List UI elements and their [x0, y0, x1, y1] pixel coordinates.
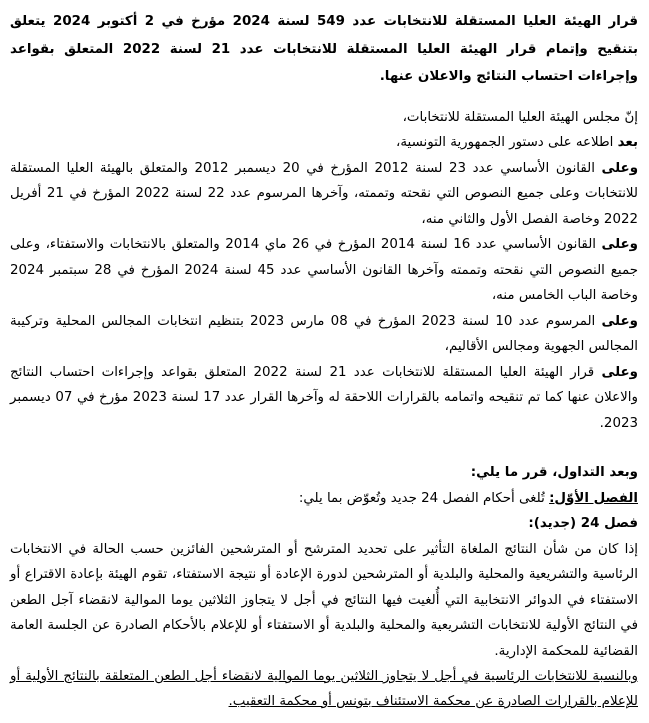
consideration-clause-3 — [10, 309, 638, 360]
article-24-paragraph-1: إذا كان من شأن النتائج الملغاة التأثير على تحديد المترشح أو المترشحين الفائزين حسب الحالة في الانتخابات الرئاسية والتشريعية والمحلية والبلدية أو المترشحين لدورة الإعادة أو نتيجة الاستفتاء، تقوم الهيئة بإعادة الاقتراع أو الاستفتاء في الدوائر الانتخابية التي أُلغيت فيها النتائج في أجل لا يتجاوز الثلاثين يوما الموالية لانقضاء آجل الطعن في النتائج الأولية للانتخابات التشريعية والمحلية والبلدية أو الاستفتاء أو للإعلام بالأحكام الصادرة عن الجلسة العامة القضائية للمحكمة الإدارية. — [10, 541, 638, 659]
clause-prefix: بعد — [617, 135, 638, 150]
constitution-clause — [10, 130, 638, 156]
article-1 — [10, 486, 638, 512]
clause-text: المرسوم عدد 10 لسنة 2023 المؤرخ في 08 مارس 2023 بتنظيم انتخابات المجالس المحلية وتركيبة المجالس الجهوية ومجالس الأقاليم، — [10, 313, 638, 354]
decree-title: قرار الهيئة العليا المستقلة للانتخابات عدد 549 لسنة 2024 مؤرخ في 2 أكتوبر 2024 يتعلق بتنقيح وإتمام قرار الهيئة العليا المستقلة للانتخابات عدد 21 لسنة 2022 المتعلق بقواعد وإجراءات احتساب النتائج والاعلان عنها. — [10, 14, 638, 84]
council-line: إنّ مجلس الهيئة العليا المستقلة للانتخابات، — [402, 109, 638, 125]
clause-prefix: وعلى — [601, 313, 638, 329]
clause-prefix: وعلى — [601, 364, 638, 380]
deliberation-intro: وبعد التداول، قرر ما يلي: — [470, 465, 638, 480]
article-24-paragraph-2: وبالنسبة للانتخابات الرئاسية في أجل لا يتجاوز الثلاثين يوما الموالية لانقضاء أجل الطعن المتعلقة بالنتائج الأولية أو للإعلام بالقرارات الصادرة عن محكمة الاستئناف بتونس أو محكمة التعقيب. — [10, 669, 638, 709]
consideration-clause-1 — [10, 156, 638, 233]
article-1-text: تُلغى أحكام الفصل 24 جديد وتُعوّض بما يلي: — [298, 490, 550, 506]
article-1-label: الفصل الأوّل: — [549, 490, 638, 506]
article-24-heading: فصل 24 (جديد): — [528, 516, 638, 531]
clause-text: اطلاعه على دستور الجمهورية التونسية، — [396, 135, 618, 150]
consideration-clause-2 — [10, 232, 638, 309]
clause-text: القانون الأساسي عدد 23 لسنة 2012 المؤرخ في 20 ديسمبر 2012 والمتعلق بالهيئة العليا المستقلة للانتخابات وعلى جميع النصوص التي نقحته وتممته، وآخرها المرسوم عدد 22 لسنة 2022 المؤرخ في 21 أفريل 2022 وخاصة الفصل الأول والثاني منه، — [10, 160, 638, 227]
consideration-clause-4 — [10, 360, 638, 437]
clause-text: قرار الهيئة العليا المستقلة للانتخابات عدد 21 لسنة 2022 المتعلق بقواعد وإجراءات احتساب النتائج والاعلان عنها كما تم تنقيحه واتمامه بالقرارات اللاحقة له وآخرها القرار عدد 17 لسنة 2023 مؤرخ في 07 ديسمبر 2023. — [10, 364, 638, 431]
decree-document — [10, 8, 638, 714]
clause-prefix: وعلى — [601, 160, 639, 176]
clause-text: القانون الأساسي عدد 16 لسنة 2014 المؤرخ في 26 ماي 2014 والمتعلق بالانتخابات والاستفتاء، وعلى جميع النصوص التي نقحته وتممته وآخرها القانون الأساسي عدد 45 لسنة 2024 المؤرخ في 28 سبتمبر 2024 وخاصة الباب الخامس منه، — [10, 237, 638, 303]
clause-prefix: وعلى — [601, 237, 638, 252]
